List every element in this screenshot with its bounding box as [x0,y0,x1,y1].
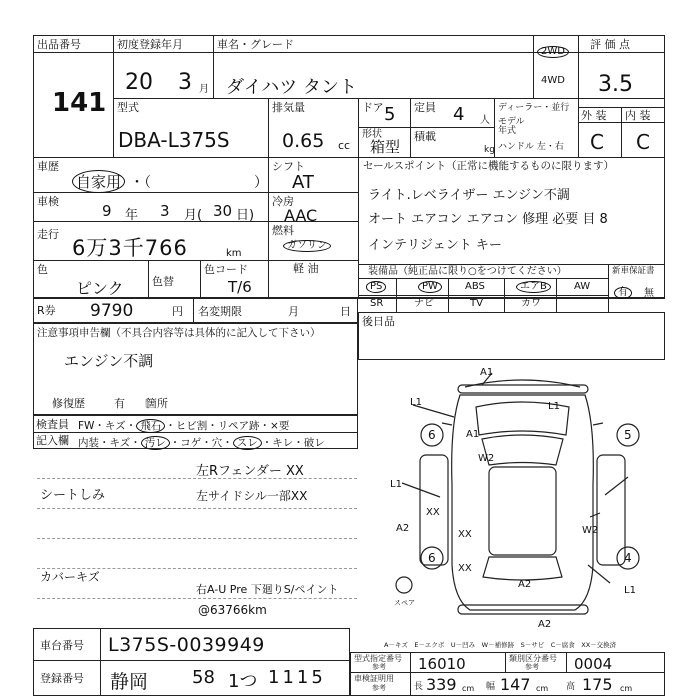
car-body [452,395,594,610]
ac: AAC [284,206,318,225]
reg-number: 1115 [268,667,326,688]
first-reg-year: 20 [125,70,153,95]
first-reg-month-unit: 月 [199,84,209,95]
score: 3.5 [598,72,633,97]
car-damage-diagram [380,365,665,630]
recycle-value: 9790 [90,301,134,321]
displacement-label: 排気量 [272,101,305,114]
spare-tire [396,577,412,593]
shape-label: 形状 [362,129,382,140]
fuel-label: 燃料 [272,224,294,237]
legend-repair: リペア跡 [217,420,260,432]
inspection-month: 3 [160,202,170,220]
model-year-label: モデル 年式 [498,117,525,136]
mileage-value: 6万3千766 [72,236,188,260]
dmg-label-11: A2 [518,579,532,590]
damage-legend: A－キズ E－エクボ U－凹み W－補修跡 S－サビ C－腐食 XX－交換済 [384,641,617,649]
inspection-year: 9 [102,202,112,220]
dmg-label-8: XX [458,529,472,540]
later-goods-box [358,312,665,360]
legend-burn: コゲ [180,437,202,449]
mileage-label: 走行 [37,228,59,241]
score-label: 評 価 点 [590,38,630,51]
mirror-right [593,423,603,425]
ac-label: 冷房 [272,195,294,208]
legend-wear: スレ [233,436,262,450]
legend-interior: 内装 [78,437,99,449]
load-unit: kg [484,145,495,155]
wheel-mark-fl: 6 [428,428,436,442]
inspection-day: 30 [213,202,233,220]
wheel-mark-fr: 5 [624,428,632,442]
type-cert-label: 型式指定番号 [354,654,402,663]
inspection-month-unit: 月( [184,208,203,223]
dmg-label-9: XX [458,563,472,574]
capacity: 4 [453,104,465,125]
equip-airbag: エアB [516,281,551,293]
repair-unit: 箇所 [146,397,168,410]
repair-label: 修復歴 [52,397,85,410]
leader-w2-b [590,513,600,517]
dealer-label: ディーラー・並行 [498,103,570,113]
legend-hole: 穴 [211,437,223,449]
legend-int-scratch: キズ [109,437,131,449]
width-unit: cm [536,684,549,693]
doors-label: ドア [362,101,384,114]
equip-pw: PW [418,281,442,293]
doors: 5 [384,104,396,125]
inspector-label: 検査員 [36,418,69,431]
reg-kana: 1つ [228,671,258,692]
length: 339 [426,675,457,694]
legend-crack: ヒビ割 [175,420,208,432]
legend-tear: 破レ [303,437,325,449]
repair-yes: 有 [114,397,125,410]
drive-2wd: 2WD [537,46,569,58]
color-label: 色 [37,263,48,276]
class-label: 類別区分番号 [509,654,557,663]
remark-6: @63766km [198,603,267,617]
legend-chip: 飛石 [136,419,165,433]
shift-label: シフト [272,160,305,173]
equip-navi: ナビ [414,298,434,309]
front-bumper-outline [465,380,580,387]
chassis-label: 車台番号 [40,639,84,652]
equip-tv: TV [470,298,483,309]
rear-window [483,557,562,580]
leader-l1-b [402,483,440,497]
dmg-label-5: L1 [390,479,402,490]
fuel-diesel: 軽 油 [293,262,319,275]
mirror-left [442,423,452,425]
first-reg-month: 3 [178,70,192,95]
remark-3: 左サイドシル一部XX [196,489,308,503]
sales-point-2: オート エアコン エアコン 修理 必要 目 8 [368,212,608,227]
inspection-year-unit: 年 [125,208,139,223]
car-name-label: 車名・グレード [217,38,294,51]
name-change-month: 月 [288,305,299,318]
history-close: ） [254,175,268,191]
repair-bracket: 〔 [138,397,149,410]
dmg-label-2: L1 [548,401,560,412]
capacity-unit: 人 [480,115,490,126]
remark-5: 右A-U Pre 下廻りS/ペイント [196,583,339,596]
sales-points-label: セールスポイント（正常に機能するものに限ります） [363,160,615,172]
dmg-label-7: XX [426,507,440,518]
caution-label: 注意事項申告欄（不具合内容等は具体的に記入して下さい） [37,327,321,339]
reg-label: 登録番号 [40,672,84,685]
fuel-gas: ガソリン [283,240,331,252]
legend-dirt: 汚レ [141,436,170,450]
equipment-label: 装備品（純正品に限り○をつけてください） [368,266,567,277]
type-cert-sub: 参考 [372,663,386,671]
recycle-unit: 円 [172,305,183,318]
wheel-mark-rr: 4 [624,551,632,565]
color-code: T/6 [228,278,252,296]
spare-label: スペア [394,599,415,607]
newcar-yes: 有 [614,287,632,299]
reg-cert-label: 車検証明用 [354,674,394,683]
equip-ps: PS [366,281,386,293]
dmg-label-10: W2 [582,525,599,536]
first-reg-label: 初度登録年月 [117,38,183,51]
length-unit: cm [462,684,475,693]
remark-1: 左Rフェンダー XX [196,464,304,479]
inspection-label: 車検 [37,195,59,208]
equip-sr: SR [370,298,384,309]
inspector-row-1: FW・キズ・ 飛石 ・ヒビ割・リペア跡・×要 [78,420,290,432]
name-change-day: 日 [340,305,351,318]
history-suffix: ・（ [130,175,151,191]
height-label: 高 [566,682,576,692]
dmg-label-1: L1 [410,397,422,408]
model: DBA-L375S [118,128,230,152]
capacity-label: 定員 [414,101,436,114]
shift: AT [292,172,314,193]
reg-cert-sub: 参考 [372,684,386,692]
legend-cut: キレ [272,437,294,449]
dmg-label-12: A2 [538,619,552,630]
color-change-label: 色替 [152,275,174,288]
remark-4: カバーキズ [40,570,100,584]
later-goods-label: 後日品 [362,315,395,328]
color-value: ピンク [76,279,124,298]
interior-grade: C [636,130,650,154]
displacement: 0.65 [282,130,325,152]
load-label: 積載 [414,130,436,143]
name-change-label: 名変期限 [198,305,242,318]
equip-leather: カワ [521,298,541,309]
displacement-unit: cc [338,139,351,152]
lot-no: 141 [52,88,107,118]
color-code-label: 色コード [204,263,248,276]
shape: 箱型 [370,138,401,156]
model-label: 型式 [117,101,139,114]
dmg-label-13: L1 [624,585,636,596]
mileage-unit: km [226,248,242,259]
chassis-number: L375S-0039949 [108,634,265,656]
exterior-label: 外 装 [581,109,607,122]
recorder-label: 記入欄 [36,434,69,447]
front-bumper [458,385,588,393]
dmg-label-6: A2 [396,523,410,534]
legend-fw: FW [78,420,95,432]
class-sub: 参考 [525,663,539,671]
inspection-day-unit: 日) [236,208,255,223]
recycle-row [33,298,358,323]
sales-point-1: ライト.レベライザー エンジン不調 [368,188,570,203]
right-side-panel [597,455,625,565]
equip-aw: AW [574,281,591,292]
remark-2: シートしみ [40,488,106,503]
recycle-label: R券 [37,304,56,317]
type-cert: 16010 [418,655,466,673]
exterior-grade: C [590,130,604,154]
reg-place: 静岡 [110,671,149,693]
inspector-row-2: 内装・キズ・ 汚レ ・コゲ・穴・ スレ ・キレ・破レ [78,437,325,449]
width: 147 [500,675,531,694]
height: 175 [582,675,613,694]
dmg-label-0: A1 [480,367,494,378]
lot-no-label: 出品番号 [37,38,81,51]
dmg-label-3: A1 [466,429,480,440]
legend-replace: ×要 [270,420,290,432]
equip-abs: ABS [465,281,485,292]
roof [489,467,556,555]
newcar-no: 無 [644,288,654,299]
reg-class: 58 [192,667,215,688]
length-label: 長 [414,682,424,692]
height-unit: cm [620,684,633,693]
drive-4wd: 4WD [541,75,565,86]
dmg-label-4: W2 [478,453,495,464]
newcar-warranty-label: 新車保証書 [612,266,655,276]
sales-point-3: インテリジェント キー [368,238,502,253]
width-label: 幅 [486,682,496,692]
history-value: 自家用 [72,170,125,193]
handle-label: ハンドル 左・右 [498,142,564,152]
legend-scratch: キズ [104,420,126,432]
interior-label: 内 装 [625,109,651,122]
wheel-mark-rl: 6 [428,551,436,565]
history-label: 車歴 [37,160,59,173]
car-name: ダイハツ タント [226,77,358,98]
class-no: 0004 [574,655,613,673]
caution-text: エンジン不調 [64,352,154,370]
